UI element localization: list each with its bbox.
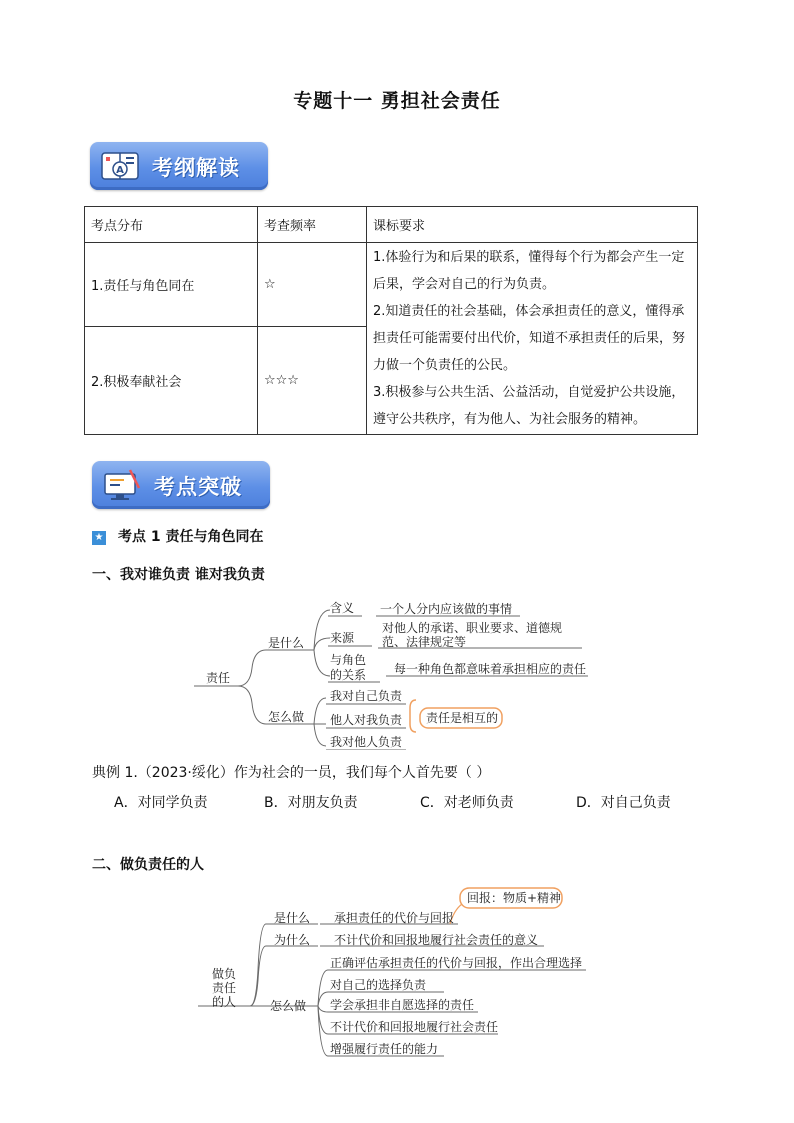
- table-row: [85, 243, 698, 327]
- mindmap-how-item: 他人对我负责: [330, 713, 403, 727]
- table-cell-topic: 1.责任与角色同在: [85, 243, 258, 327]
- table-cell-frequency: ☆☆☆: [258, 327, 367, 435]
- mindmap2-what-value: 承担责任的代价与回报: [334, 911, 455, 925]
- mindmap-how-item: 我对自己负责: [330, 689, 403, 703]
- mindmap-value-source-1: 对他人的承诺、职业要求、道德规: [382, 621, 563, 635]
- requirement-item: 2.知道责任的社会基础，体会承担责任的意义，懂得承担责任可能需要付出代价，知道不承担责任的后果，努力做一个负责任的公民。: [373, 304, 686, 373]
- option-a: A．对同学负责: [114, 795, 208, 811]
- star-icon: ★: [92, 531, 106, 545]
- svg-text:A: A: [116, 165, 124, 176]
- mindmap2-how: 怎么做: [270, 999, 307, 1013]
- mindmap-key-source: 来源: [330, 631, 355, 645]
- requirement-item: 3.积极参与公共生活、公益活动，自觉爱护公共设施，遵守公共秩序，有为他人、为社会服务的精神。: [373, 385, 685, 427]
- syllabus-banner: [90, 142, 268, 190]
- mindmap2-how-item: 对自己的选择负责: [330, 978, 427, 992]
- syllabus-table: [84, 206, 698, 435]
- table-cell-topic: 2.积极奉献社会: [85, 327, 258, 435]
- key-point-label: 考点 1 责任与角色同在: [118, 529, 264, 545]
- table-header-topic: 考点分布: [85, 207, 258, 243]
- section-heading: 一、我对谁负责 谁对我负责: [92, 567, 265, 583]
- table-cell-requirements: [367, 243, 698, 435]
- mindmap-how-item: 我对他人负责: [330, 735, 403, 749]
- mindmap-root: 责任: [206, 671, 231, 685]
- mindmap-value-source-2: 范、法律规定等: [382, 635, 467, 649]
- example-question: 典例 1.（2023·绥化）作为社会的一员，我们每个人首先要（ ）: [92, 765, 491, 781]
- computer-icon: [102, 468, 142, 502]
- mindmap-what: 是什么: [268, 636, 305, 650]
- mindmap2-how-item: 正确评估承担责任的代价与回报，作出合理选择: [330, 956, 583, 970]
- mindmap-key-role-1: 与角色: [330, 653, 367, 667]
- option-d: D．对自己负责: [576, 795, 671, 811]
- mindmap2-how-item: 学会承担非自愿选择的责任: [330, 998, 475, 1012]
- mindmap2-reward: 回报：物质+精神: [467, 891, 562, 905]
- mindmap2-what: 是什么: [274, 911, 311, 925]
- key-point-heading: [92, 526, 264, 546]
- mindmap2-root: 做负: [212, 967, 237, 981]
- mindmap-value-role: 每一种角色都意味着承担相应的责任: [394, 662, 587, 676]
- mindmap-how: 怎么做: [268, 710, 305, 724]
- responsibility-mindmap: [0, 590, 794, 750]
- mindmap2-why-value: 不计代价和回报地履行社会责任的意义: [334, 933, 539, 947]
- table-header-requirement: 课标要求: [367, 207, 698, 243]
- mindmap2-how-item: 不计代价和回报地履行社会责任: [330, 1020, 499, 1034]
- table-cell-frequency: ☆: [258, 243, 367, 327]
- note-brace: [410, 700, 416, 732]
- mindmap2-root: 责任: [212, 981, 237, 995]
- mindmap-note: 责任是相互的: [426, 711, 499, 725]
- mindmap-key-definition: 含义: [330, 601, 355, 615]
- mindmap2-why: 为什么: [274, 933, 311, 947]
- book-icon: [100, 149, 140, 183]
- option-c: C．对老师负责: [420, 795, 514, 811]
- mindmap-value-definition: 一个人分内应该做的事情: [380, 602, 513, 616]
- key-points-banner: [92, 461, 270, 509]
- mindmap-key-role-2: 的关系: [330, 668, 367, 682]
- mindmap2-root: 的人: [212, 995, 237, 1009]
- responsible-person-mindmap: [0, 880, 794, 1060]
- syllabus-banner-label: 考纲解读: [152, 156, 240, 180]
- key-points-banner-label: 考点突破: [154, 475, 242, 499]
- table-header-frequency: 考查频率: [258, 207, 367, 243]
- option-b: B．对朋友负责: [264, 795, 358, 811]
- requirement-item: 1.体验行为和后果的联系，懂得每个行为都会产生一定后果，学会对自己的行为负责。: [373, 250, 685, 292]
- section-heading: 二、做负责任的人: [92, 857, 204, 873]
- page-title: 专题十一 勇担社会责任: [293, 90, 501, 112]
- mindmap2-how-item: 增强履行责任的能力: [330, 1042, 439, 1056]
